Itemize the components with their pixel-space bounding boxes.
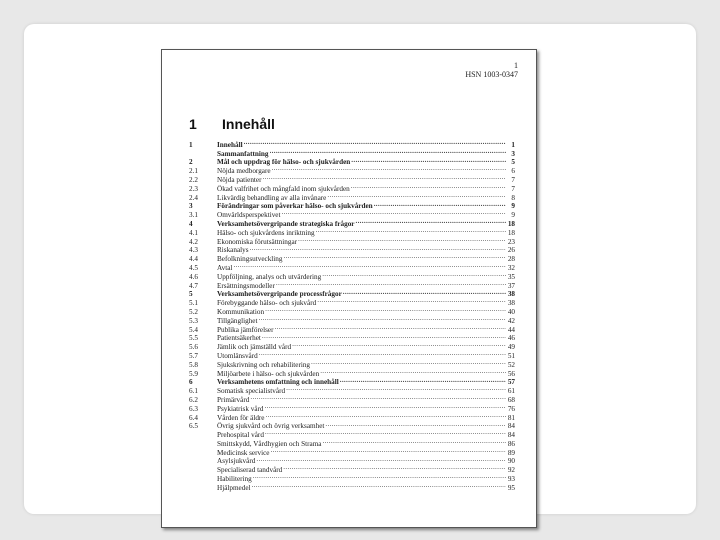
toc-dot-leader [325, 420, 506, 429]
toc-entry-page: 6 [511, 167, 515, 176]
toc-dot-leader [355, 217, 506, 226]
toc-entry-page: 52 [507, 360, 515, 369]
toc-entry-number: 5.2 [189, 307, 198, 316]
toc-entry-page: 61 [507, 387, 515, 396]
toc-dot-leader [258, 314, 506, 323]
toc-entry-title: Verksamhetens omfattning och innehåll [217, 378, 339, 387]
toc-entry-page: 40 [507, 307, 515, 316]
toc-entry-title: Specialiserad tandvård [217, 466, 283, 475]
toc-dot-leader [283, 252, 506, 261]
slide-card [24, 24, 696, 514]
toc-entry-number: 6.3 [189, 404, 198, 413]
toc-entry-title: Förändringar som påverkar hälso- och sjukvården [217, 202, 373, 211]
toc-entry-number: 5.6 [189, 343, 198, 352]
toc-entry-number: 5.8 [189, 360, 198, 369]
toc-entry-page: 18 [507, 228, 515, 237]
toc-entry-number: 5.9 [189, 369, 198, 378]
toc-entry-number: 4 [189, 219, 193, 228]
toc-dot-leader [266, 411, 507, 420]
heading-text: Innehåll [222, 116, 275, 132]
toc-entry-page: 86 [507, 439, 515, 448]
toc-entry-page: 7 [511, 184, 515, 193]
document-code: HSN 1003-0347 [465, 70, 518, 79]
toc-entry-title: Miljöarbete i hälso- och sjukvården [217, 369, 320, 378]
toc-entry-page: 38 [507, 299, 515, 308]
toc-entry-title: Publika jämförelser [217, 325, 274, 334]
toc-entry-number: 5.3 [189, 316, 198, 325]
toc-entry-page: 32 [507, 263, 515, 272]
toc-entry-page: 68 [507, 395, 515, 404]
toc-dot-leader [374, 200, 506, 209]
toc-entry-number: 4.7 [189, 281, 198, 290]
toc-entry-title: Prehospital vård [217, 431, 264, 440]
toc-entry-number: 3.1 [189, 211, 198, 220]
toc-entry-page: 5 [511, 158, 515, 167]
toc-dot-leader [271, 446, 507, 455]
page-number: 1 [514, 61, 518, 70]
table-of-contents [189, 138, 515, 490]
toc-entry-number: 4.6 [189, 272, 198, 281]
toc-entry [189, 270, 515, 279]
toc-entry-title: Smittskydd, Vårdhygien och Strama [217, 439, 322, 448]
toc-entry-page: 18 [507, 219, 515, 228]
document-page [161, 49, 537, 528]
toc-entry-title: Habilitering [217, 475, 252, 484]
toc-dot-leader [286, 384, 506, 393]
toc-entry-title: Hjälpmedel [217, 483, 251, 492]
toc-dot-leader [265, 305, 506, 314]
toc-dot-leader [340, 376, 506, 385]
toc-entry-title: Nöjda medborgare [217, 167, 271, 176]
toc-entry-number: 5.5 [189, 334, 198, 343]
toc-dot-leader [281, 208, 506, 217]
toc-entry-title: Tillgänglighet [217, 316, 258, 325]
page-title [189, 116, 275, 132]
toc-entry-page: 7 [511, 175, 515, 184]
toc-entry-title: Vården för äldre [217, 413, 265, 422]
toc-entry-title: Ersättningsmodeller [217, 281, 275, 290]
toc-dot-leader [327, 191, 506, 200]
toc-entry-title: Somatisk specialistvård [217, 387, 286, 396]
toc-dot-leader [316, 226, 506, 235]
toc-entry-number: 2.4 [189, 193, 198, 202]
toc-entry-page: 35 [507, 272, 515, 281]
toc-dot-leader [320, 367, 506, 376]
toc-entry-number: 2 [189, 158, 193, 167]
toc-entry-page: 3 [511, 149, 515, 158]
toc-dot-leader [262, 332, 506, 341]
toc-entry [189, 261, 515, 270]
toc-entry-number: 4.1 [189, 228, 198, 237]
toc-entry-title: Medicinsk service [217, 448, 270, 457]
toc-entry-number: 5.4 [189, 325, 198, 334]
toc-dot-leader [351, 182, 506, 191]
toc-entry-page: 51 [507, 351, 515, 360]
toc-entry [189, 138, 515, 147]
toc-dot-leader [263, 173, 506, 182]
toc-entry-title: Asylsjukvård [217, 457, 256, 466]
toc-entry-page: 1 [511, 140, 515, 149]
toc-entry-title: Kommunikation [217, 307, 265, 316]
toc-entry-page: 92 [507, 466, 515, 475]
toc-entry-page: 57 [507, 378, 515, 387]
toc-entry-page: 26 [507, 246, 515, 255]
toc-entry-title: Uppföljning, analys och utvärdering [217, 272, 322, 281]
toc-entry-number: 3 [189, 202, 193, 211]
toc-dot-leader [351, 156, 506, 165]
toc-entry-title: Verksamhetsövergripande processfrågor [217, 290, 342, 299]
toc-entry-title: Mål och uppdrag för hälso- och sjukvården [217, 158, 351, 167]
toc-dot-leader [322, 270, 506, 279]
toc-entry-page: 95 [507, 483, 515, 492]
toc-entry-title: Sammanfattning [217, 149, 269, 158]
toc-entry-number: 6.2 [189, 395, 198, 404]
toc-dot-leader [298, 235, 506, 244]
toc-entry-title: Avtal [217, 263, 233, 272]
toc-dot-leader [272, 164, 506, 173]
toc-entry-number: 6 [189, 378, 193, 387]
toc-entry-page: 9 [511, 202, 515, 211]
toc-dot-leader [250, 393, 506, 402]
toc-entry-number: 1 [189, 140, 193, 149]
toc-entry-page: 42 [507, 316, 515, 325]
toc-dot-leader [270, 147, 506, 156]
toc-entry-page: 56 [507, 369, 515, 378]
toc-dot-leader [317, 296, 506, 305]
toc-entry-title: Patientsäkerhet [217, 334, 261, 343]
heading-number: 1 [189, 116, 197, 132]
toc-entry-title: Hälso- och sjukvårdens inriktning [217, 228, 315, 237]
toc-entry-page: 49 [507, 343, 515, 352]
toc-entry-page: 93 [507, 475, 515, 484]
toc-entry-title: Omvärldsperspektivet [217, 211, 281, 220]
toc-entry-title: Jämlik och jämställd vård [217, 343, 292, 352]
toc-dot-leader [343, 288, 506, 297]
toc-dot-leader [322, 437, 506, 446]
toc-entry-number: 2.3 [189, 184, 198, 193]
toc-entry-title: Innehåll [217, 140, 243, 149]
toc-entry-number: 6.5 [189, 422, 198, 431]
toc-dot-leader [275, 323, 507, 332]
toc-dot-leader [256, 455, 506, 464]
toc-entry-title: Primärvård [217, 395, 250, 404]
toc-entry-title: Utomlänsvård [217, 351, 258, 360]
toc-entry-number: 5 [189, 290, 193, 299]
toc-dot-leader [265, 402, 506, 411]
toc-dot-leader [276, 279, 506, 288]
toc-entry-page: 84 [507, 422, 515, 431]
toc-entry-title: Ekonomiska förutsättningar [217, 237, 298, 246]
toc-dot-leader [233, 261, 506, 270]
toc-entry-page: 81 [507, 413, 515, 422]
toc-dot-leader [311, 358, 506, 367]
toc-entry-page: 44 [507, 325, 515, 334]
toc-entry-title: Nöjda patienter [217, 175, 262, 184]
toc-entry-title: Likvärdig behandling av alla invånare [217, 193, 327, 202]
toc-entry-number: 4.3 [189, 246, 198, 255]
toc-entry-page: 8 [511, 193, 515, 202]
toc-entry-title: Sjukskrivning och rehabilitering [217, 360, 311, 369]
toc-entry-title: Riskanalys [217, 246, 249, 255]
toc-entry-title: Förebyggande hälso- och sjukvård [217, 299, 317, 308]
toc-dot-leader [292, 340, 506, 349]
toc-entry-page: 89 [507, 448, 515, 457]
toc-dot-leader [253, 472, 506, 481]
toc-dot-leader [265, 428, 506, 437]
toc-entry-page: 90 [507, 457, 515, 466]
toc-entry-number: 2.1 [189, 167, 198, 176]
toc-entry-title: Verksamhetsövergripande strategiska frågor [217, 219, 355, 228]
toc-entry-page: 37 [507, 281, 515, 290]
toc-entry-number: 2.2 [189, 175, 198, 184]
toc-entry-title: Psykiatrisk vård [217, 404, 264, 413]
toc-entry-page: 9 [511, 211, 515, 220]
toc-entry-page: 84 [507, 431, 515, 440]
toc-dot-leader [252, 481, 506, 490]
toc-entry-page: 28 [507, 255, 515, 264]
toc-entry-number: 5.7 [189, 351, 198, 360]
toc-entry-number: 5.1 [189, 299, 198, 308]
toc-entry-number: 4.5 [189, 263, 198, 272]
toc-dot-leader [244, 138, 506, 147]
toc-dot-leader [283, 463, 506, 472]
toc-entry-page: 46 [507, 334, 515, 343]
toc-entry-number: 6.1 [189, 387, 198, 396]
toc-entry-title: Befolkningsutveckling [217, 255, 283, 264]
toc-entry-page: 76 [507, 404, 515, 413]
toc-entry-page: 23 [507, 237, 515, 246]
toc-entry-title: Övrig sjukvård och övrig verksamhet [217, 422, 325, 431]
toc-entry-title: Ökad valfrihet och mångfald inom sjukvården [217, 184, 350, 193]
toc-entry-number: 4.2 [189, 237, 198, 246]
toc-entry-number: 6.4 [189, 413, 198, 422]
toc-dot-leader [250, 244, 506, 253]
toc-entry-number: 4.4 [189, 255, 198, 264]
toc-dot-leader [259, 349, 506, 358]
toc-entry-page: 38 [507, 290, 515, 299]
